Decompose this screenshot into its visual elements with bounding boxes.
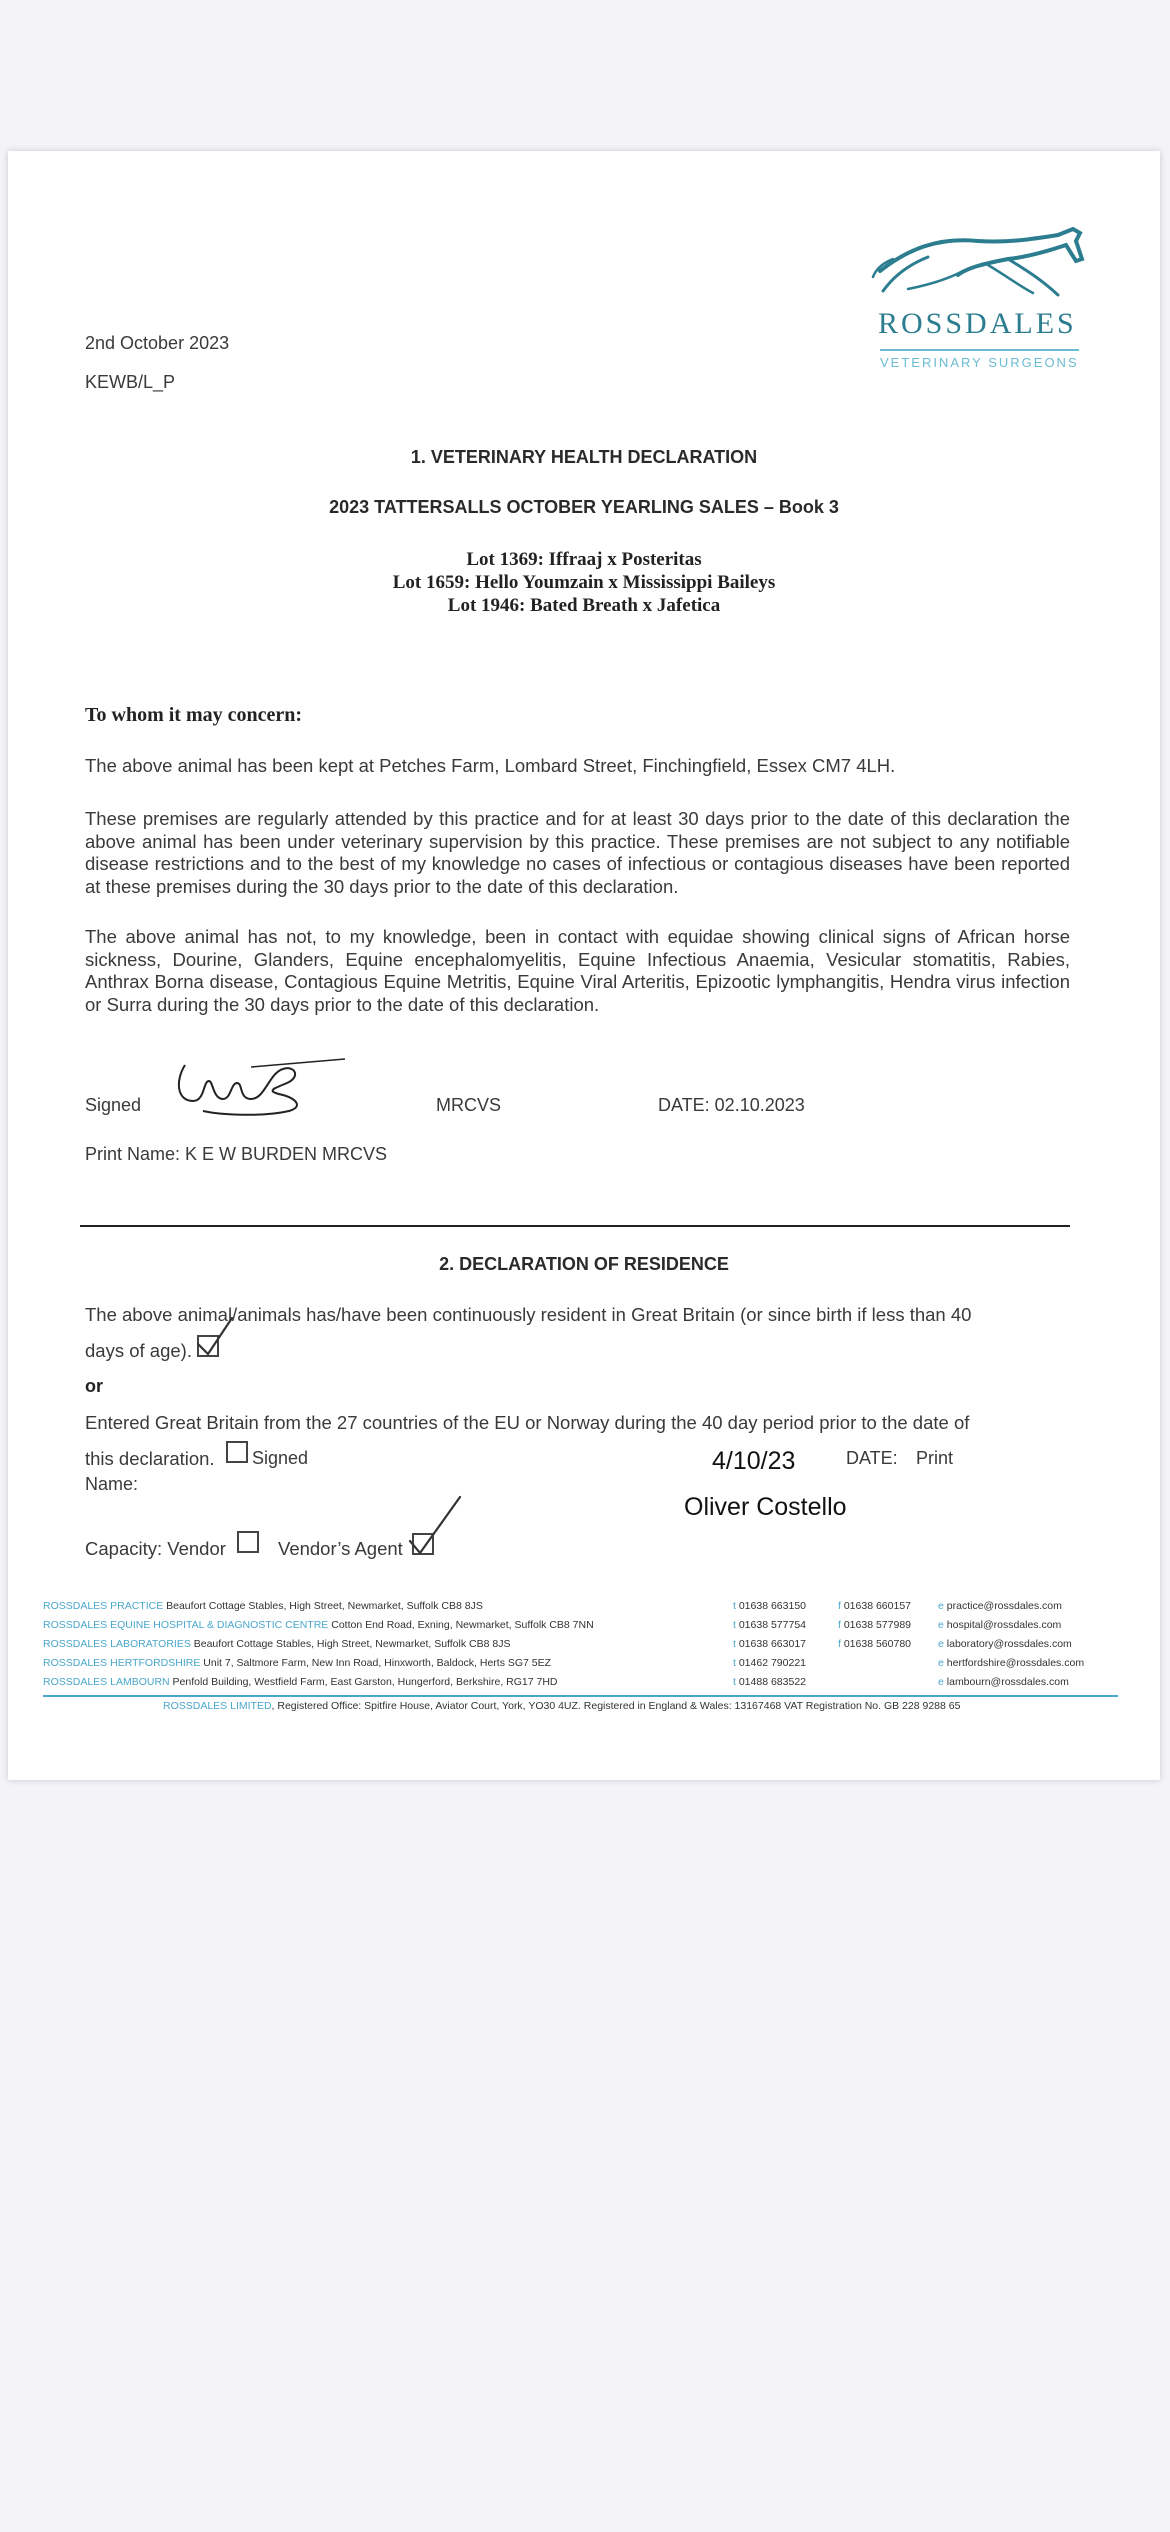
footer-email[interactable]: hospital@rossdales.com: [946, 1619, 1062, 1631]
footer-phone: 01638 577754: [738, 1619, 806, 1631]
lot-line: Lot 1659: Hello Youmzain x Mississippi Baileys: [392, 572, 776, 593]
footer-org: ROSSDALES HERTFORDSHIRE: [43, 1657, 201, 1669]
salutation: To whom it may concern:: [85, 704, 303, 726]
paragraph-contacts: The above animal has not, to my knowledge, been in contact with equidae showing clinical signs of African horse sickness, Dourine, Glanders, Equine encephalomyelitis, Equine Infectious Anaemia, Vesicular stomatitis, Rabies, Anthrax Borna disease, Contagious Equine Metritis, Equine Viral Arteritis, Epizootic lymphangitis, Hendra virus infection or Surra during the 30 days prior to the date of this declaration.: [85, 926, 1070, 1015]
print-name: Print Name: K E W BURDEN MRCVS: [85, 1144, 388, 1164]
email-prefix: e: [938, 1676, 944, 1688]
section2-name-label: Name:: [85, 1474, 139, 1494]
letter-date: 2nd October 2023: [85, 333, 230, 353]
phone-prefix: t: [733, 1600, 736, 1612]
section2-signed-label: Signed: [252, 1448, 309, 1468]
email-prefix: e: [938, 1638, 944, 1650]
footer-fax: 01638 660157: [843, 1600, 911, 1612]
footer-email[interactable]: practice@rossdales.com: [946, 1600, 1062, 1612]
section-divider: [80, 1225, 1070, 1227]
checkmark-icon: [194, 1314, 234, 1359]
lot-line: Lot 1946: Bated Breath x Jafetica: [447, 595, 721, 616]
or-label: or: [85, 1376, 103, 1396]
footer-phone: 01462 790221: [738, 1657, 806, 1669]
logo-tagline: VETERINARY SURGEONS: [880, 349, 1079, 370]
footer-row: [43, 1600, 1123, 1616]
logo-name: ROSSDALES: [878, 307, 1077, 340]
residence-option2-line1: Entered Great Britain from the 27 countries of the EU or Norway during the 40 day period prior to the date of: [85, 1412, 970, 1433]
vendors-agent-label: Vendor’s Agent: [278, 1538, 403, 1559]
footer-address: Beaufort Cottage Stables, High Street, Newmarket, Suffolk CB8 8JS: [166, 1600, 483, 1612]
footer-row: [43, 1676, 1123, 1692]
phone-prefix: t: [733, 1676, 736, 1688]
filled-name-field[interactable]: Oliver Costello: [684, 1493, 847, 1521]
residence-option2-line2: this declaration.: [85, 1448, 215, 1469]
section1-subtitle: 2023 TATTERSALLS OCTOBER YEARLING SALES – Book 3: [329, 497, 839, 517]
letter-reference: KEWB/L_P: [85, 372, 176, 392]
residence-option1-line1: The above animal/animals has/have been continuously resident in Great Britain (or since birth if less than 40: [85, 1304, 972, 1325]
checkmark-icon: [406, 1495, 466, 1565]
signed-label: Signed: [85, 1095, 142, 1115]
footer-email[interactable]: laboratory@rossdales.com: [946, 1638, 1072, 1650]
footer-org: ROSSDALES PRACTICE: [43, 1600, 164, 1612]
section2-date-label: DATE:: [846, 1448, 898, 1468]
phone-prefix: t: [733, 1638, 736, 1650]
horse-logo-icon: [868, 219, 1098, 299]
email-prefix: e: [938, 1600, 944, 1612]
footer-org: ROSSDALES LAMBOURN: [43, 1676, 170, 1688]
capacity-label: Capacity: Vendor: [85, 1538, 226, 1559]
lot-line: Lot 1369: Iffraaj x Posteritas: [466, 549, 702, 570]
footer-limited-org: ROSSDALES LIMITED: [163, 1700, 272, 1712]
footer-address: Unit 7, Saltmore Farm, New Inn Road, Hinxworth, Baldock, Herts SG7 5EZ: [203, 1657, 552, 1669]
section2-print-label: Print: [916, 1448, 954, 1468]
fax-prefix: f: [838, 1600, 841, 1612]
footer-divider: [43, 1695, 1118, 1697]
footer-address: Penfold Building, Westfield Farm, East Garston, Hungerford, Berkshire, RG17 7HD: [172, 1676, 558, 1688]
footer-fax: 01638 560780: [843, 1638, 911, 1650]
paragraph-premises: The above animal has been kept at Petches Farm, Lombard Street, Finchingfield, Essex CM7 4LH.: [85, 755, 896, 776]
paragraph-supervision: These premises are regularly attended by this practice and for at least 30 days prior to the date of this declaration the above animal has been under veterinary supervision by this practice. These premises are not subject to any notifiable disease restrictions and to the best of my knowledge no cases of infectious or contagious diseases have been reported at these premises during the 30 days prior to the date of this declaration.: [85, 808, 1070, 897]
footer-registration: [163, 1700, 960, 1712]
section1-title: 1. VETERINARY HEALTH DECLARATION: [410, 447, 758, 467]
footer-email[interactable]: lambourn@rossdales.com: [946, 1676, 1069, 1688]
email-prefix: e: [938, 1619, 944, 1631]
phone-prefix: t: [733, 1619, 736, 1631]
footer-row: [43, 1638, 1123, 1654]
option2-checkbox[interactable]: [226, 1441, 248, 1463]
footer-address: Beaufort Cottage Stables, High Street, Newmarket, Suffolk CB8 8JS: [193, 1638, 511, 1650]
footer-phone: 01488 683522: [738, 1676, 806, 1688]
footer-limited-text: , Registered Office: Spitfire House, Aviator Court, York, YO30 4UZ. Registered in England & Wales: 13167468 VAT Registration No. GB 228 9288 65: [271, 1700, 961, 1712]
footer-phone: 01638 663017: [738, 1638, 806, 1650]
filled-date-field[interactable]: 4/10/23: [712, 1447, 796, 1475]
footer-row: [43, 1619, 1123, 1635]
rossdales-logo: [868, 219, 1098, 379]
footer-org: ROSSDALES LABORATORIES: [43, 1638, 191, 1650]
vet-signature-icon: [173, 1051, 353, 1121]
section1-date: DATE: 02.10.2023: [658, 1095, 805, 1115]
email-prefix: e: [938, 1657, 944, 1669]
mrcvs-label: MRCVS: [436, 1095, 502, 1115]
document-page: [8, 151, 1160, 1780]
footer-fax: 01638 577989: [843, 1619, 911, 1631]
footer-email[interactable]: hertfordshire@rossdales.com: [946, 1657, 1085, 1669]
footer-row: [43, 1657, 1123, 1673]
fax-prefix: f: [838, 1638, 841, 1650]
fax-prefix: f: [838, 1619, 841, 1631]
vendor-checkbox[interactable]: [237, 1531, 259, 1553]
footer-address: Cotton End Road, Exning, Newmarket, Suffolk CB8 7NN: [331, 1619, 594, 1631]
phone-prefix: t: [733, 1657, 736, 1669]
residence-option1-line2: days of age).: [85, 1340, 192, 1361]
footer-org: ROSSDALES EQUINE HOSPITAL & DIAGNOSTIC CENTRE: [43, 1619, 329, 1631]
section2-title: 2. DECLARATION OF RESIDENCE: [439, 1254, 729, 1274]
footer-phone: 01638 663150: [738, 1600, 806, 1612]
